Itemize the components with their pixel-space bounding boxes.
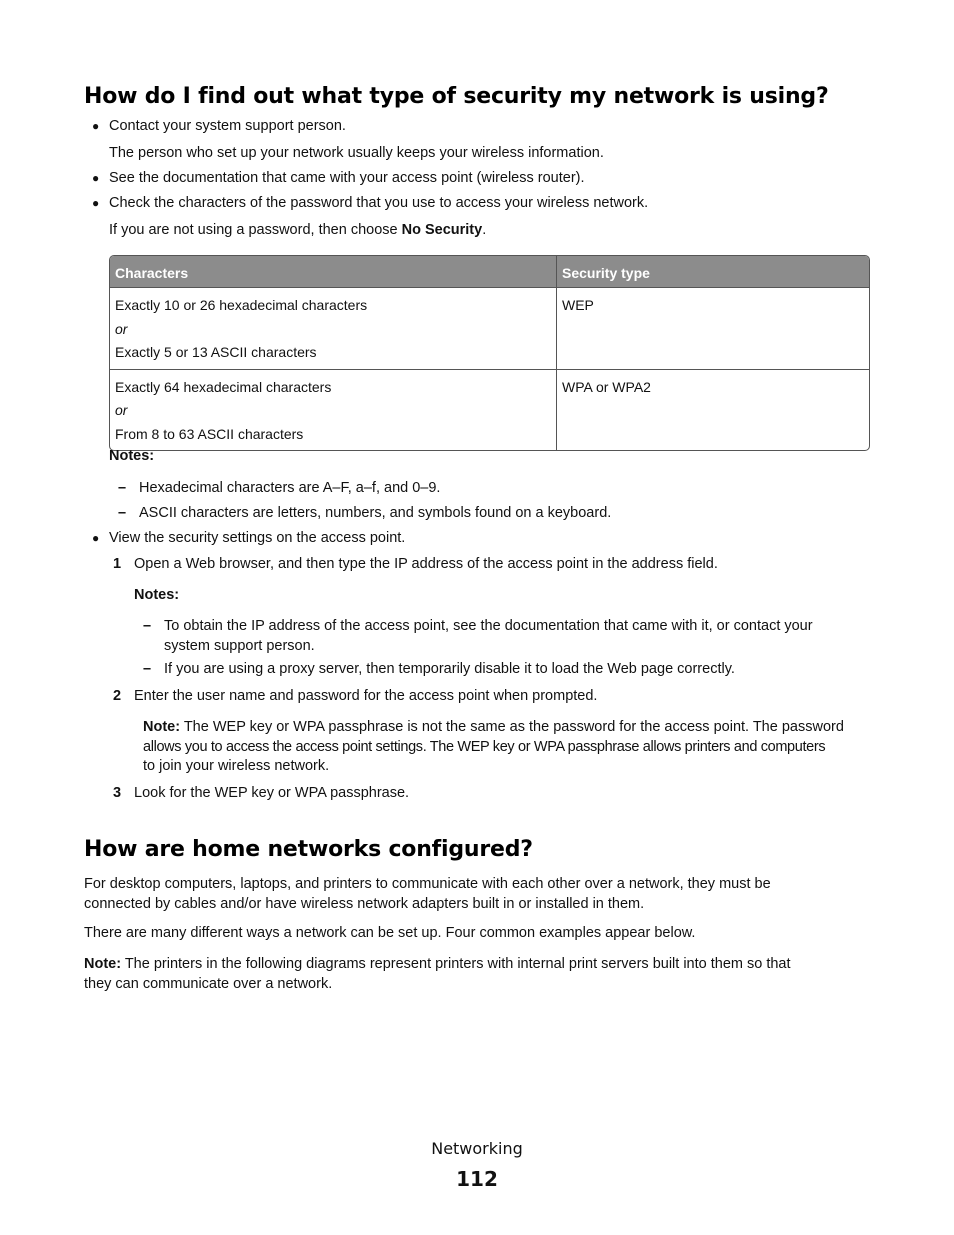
dash-marker: – xyxy=(143,618,152,634)
bullet-contact-support: Contact your system support person. xyxy=(109,118,346,134)
cell-line: Exactly 64 hexadecimal characters xyxy=(115,378,332,395)
page-number: 112 xyxy=(456,1167,498,1191)
paragraph-intro-line2: connected by cables and/or have wireless network adapters built in or installed in them. xyxy=(84,896,645,912)
step-number: 2 xyxy=(113,688,122,704)
note-printers-line2: they can communicate over a network. xyxy=(84,976,333,992)
section-title-home-networks: How are home networks configured? xyxy=(84,837,533,862)
dash-marker: – xyxy=(143,661,152,677)
notes-label: Notes: xyxy=(109,448,155,464)
bullet-no-password-detail xyxy=(109,221,486,240)
dash-marker: – xyxy=(118,505,127,521)
note-proxy-server: If you are using a proxy server, then temporarily disable it to load the Web page correctly. xyxy=(164,661,735,677)
step2-note-line3: to join your wireless network. xyxy=(143,758,330,774)
step1-notes-label: Notes: xyxy=(134,587,180,603)
cell-or: or xyxy=(115,402,128,418)
footer-chapter: Networking xyxy=(431,1139,523,1158)
paragraph-intro-line1: For desktop computers, laptops, and printers to communicate with each other over a network, they must be xyxy=(84,876,771,892)
bullet-view-settings: View the security settings on the access point. xyxy=(109,530,406,546)
bullet-marker: ● xyxy=(92,196,100,210)
bullet-check-password: Check the characters of the password that you use to access your wireless network. xyxy=(109,195,649,211)
table-cell-security-type: WEP xyxy=(557,287,869,369)
table-cell-security-type: WPA or WPA2 xyxy=(557,369,869,451)
table-cell-characters xyxy=(110,287,557,369)
bullet-contact-support-detail: The person who set up your network usually keeps your wireless information. xyxy=(109,145,604,161)
column-header-security-type: Security type xyxy=(557,256,869,287)
step-look-for-key: Look for the WEP key or WPA passphrase. xyxy=(134,785,410,801)
step-enter-credentials: Enter the user name and password for the access point when prompted. xyxy=(134,688,598,704)
security-type-table xyxy=(109,255,870,451)
table-header-row xyxy=(110,256,869,287)
dash-marker: – xyxy=(118,480,127,496)
table-row xyxy=(110,369,869,451)
bullet-marker: ● xyxy=(92,531,100,545)
cell-or: or xyxy=(115,320,128,337)
step2-note-line2: allows you to access the access point settings. The WEP key or WPA passphrase allows printers and computers xyxy=(143,739,826,755)
step-number: 1 xyxy=(113,556,122,572)
no-security-option: No Security xyxy=(401,222,483,238)
cell-line: Exactly 10 or 26 hexadecimal characters xyxy=(115,297,368,313)
note-hexadecimal: Hexadecimal characters are A–F, a–f, and 0–9. xyxy=(139,480,441,496)
section-title-security: How do I find out what type of security my network is using? xyxy=(84,84,829,109)
note-ascii: ASCII characters are letters, numbers, and symbols found on a keyboard. xyxy=(139,505,612,521)
note-ip-address-line2: system support person. xyxy=(164,638,315,654)
cell-line: From 8 to 63 ASCII characters xyxy=(115,425,304,442)
column-header-characters: Characters xyxy=(110,256,557,287)
no-password-suffix: . xyxy=(482,222,487,238)
step-number: 3 xyxy=(113,785,122,801)
table-cell-characters xyxy=(110,369,557,451)
step-open-browser: Open a Web browser, and then type the IP address of the access point in the address field. xyxy=(134,556,718,572)
step2-note-line1: Note: The WEP key or WPA passphrase is not the same as the password for the access point. The password xyxy=(143,719,844,735)
note-ip-address-line1: To obtain the IP address of the access point, see the documentation that came with it, or contact your xyxy=(164,618,813,634)
cell-line: Exactly 5 or 13 ASCII characters xyxy=(115,344,317,360)
note-printers-line1: Note: The printers in the following diagrams represent printers with internal print servers built into them so that xyxy=(84,956,791,972)
no-password-prefix: If you are not using a password, then choose xyxy=(109,222,402,238)
bullet-marker: ● xyxy=(92,171,100,185)
bullet-marker: ● xyxy=(92,119,100,133)
table-row xyxy=(110,287,869,369)
bullet-documentation: See the documentation that came with your access point (wireless router). xyxy=(109,170,585,186)
paragraph-setup-ways: There are many different ways a network can be set up. Four common examples appear below. xyxy=(84,925,696,941)
